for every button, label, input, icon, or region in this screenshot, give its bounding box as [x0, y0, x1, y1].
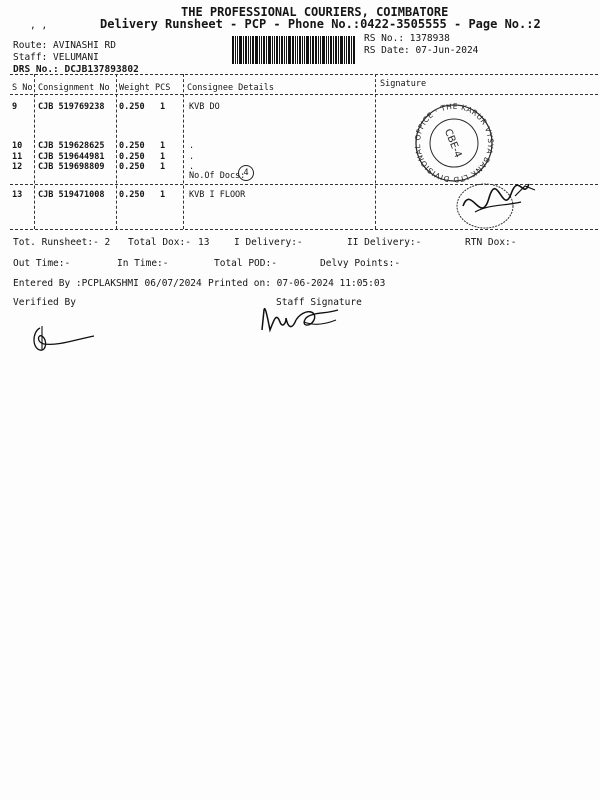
row-weight: 0.250 — [119, 141, 145, 151]
barcode-bar — [266, 36, 267, 64]
barcode-bar — [348, 36, 350, 64]
barcode-bar — [340, 36, 343, 64]
barcode-bar — [330, 36, 332, 64]
barcode-bar — [248, 36, 249, 64]
column-header-consignment: Consignment No — [38, 83, 110, 93]
row-sno: 10 — [12, 141, 23, 151]
verified-by-signature — [28, 322, 98, 354]
ii-delivery-label: II Delivery:- — [347, 237, 422, 248]
row-weight: 0.250 — [119, 152, 145, 162]
row-weight: 0.250 — [119, 102, 145, 112]
row-details: . — [189, 162, 195, 172]
row-consignment: CJB 519628625 — [38, 141, 105, 151]
barcode-bar — [344, 36, 345, 64]
barcode-bar — [255, 36, 258, 64]
row-weight: 0.250 — [119, 162, 145, 172]
row-pcs: 1 — [160, 141, 166, 151]
barcode-bar — [288, 36, 291, 64]
barcode-bar — [304, 36, 305, 64]
total-dox-label: Total Dox:- — [128, 237, 191, 248]
barcode-bar — [272, 36, 273, 64]
staff-signature-scribble — [256, 300, 346, 340]
barcode-bar — [286, 36, 287, 64]
barcode-bar — [261, 36, 262, 64]
barcode-bar — [312, 36, 314, 64]
barcode-bar — [315, 36, 317, 64]
column-header-sno: S No — [12, 83, 33, 93]
company-name: THE PROFESSIONAL COURIERS, COIMBATORE — [181, 5, 449, 19]
in-time-label: In Time:- — [117, 258, 169, 269]
barcode-bar — [302, 36, 303, 64]
column-header-weight: Weight — [119, 83, 150, 93]
barcode-bar — [328, 36, 329, 64]
consignee-signature — [445, 176, 545, 236]
bank-stamp — [403, 103, 505, 187]
printed-on: Printed on: 07-06-2024 11:05:03 — [208, 278, 386, 289]
entered-by: Entered By :PCPLAKSHMI 06/07/2024 — [13, 278, 202, 289]
barcode-bar — [237, 36, 238, 64]
row-details: KVB I FLOOR — [189, 190, 246, 200]
row-sno: 11 — [12, 152, 23, 162]
barcode-bar — [268, 36, 271, 64]
barcode-bar — [252, 36, 254, 64]
barcode-bar — [250, 36, 251, 64]
barcode-bar — [232, 36, 234, 64]
row-details: . — [189, 152, 195, 162]
rs-number: RS No.: 1378938 — [364, 33, 450, 44]
barcode-bar — [259, 36, 260, 64]
row-consignment: CJB 519644981 — [38, 152, 105, 162]
barcode-bar — [279, 36, 280, 64]
row-details: KVB DO — [189, 102, 220, 112]
row-consignment: CJB 519698809 — [38, 162, 105, 172]
row-pcs: 1 — [160, 190, 166, 200]
row-pcs: 1 — [160, 162, 166, 172]
route-label: Route: AVINASHI RD — [13, 40, 116, 51]
divider — [10, 94, 598, 95]
drs-number: DRS No.: DCJB137893802 — [13, 64, 139, 75]
barcode-bar — [320, 36, 321, 64]
svg-text:CBE-4: CBE-4 — [441, 127, 464, 160]
barcode-bar — [326, 36, 327, 64]
delvy-points-label: Delvy Points:- — [320, 258, 401, 269]
column-header-consignee: Consignee Details — [187, 83, 274, 93]
header-marks: , , — [30, 20, 48, 31]
row-pcs: 1 — [160, 152, 166, 162]
barcode-bar — [353, 36, 355, 64]
runsheet-title: Delivery Runsheet - PCP - Phone No.:0422-3505555 - Page No.:2 — [100, 17, 541, 31]
row-pcs: 1 — [160, 102, 166, 112]
barcode-bar — [245, 36, 247, 64]
out-time-label: Out Time:- — [13, 258, 71, 269]
barcode-bar — [243, 36, 244, 64]
column-divider — [116, 74, 117, 229]
barcode-bar — [299, 36, 301, 64]
row-sno: 13 — [12, 190, 23, 200]
staff-label: Staff: VELUMANI — [13, 52, 99, 63]
staff-signature-label: Staff Signature — [276, 297, 362, 308]
barcode-bar — [322, 36, 325, 64]
barcode-bar — [346, 36, 347, 64]
rtn-dox-label: RTN Dox:- — [465, 237, 517, 248]
barcode-bar — [318, 36, 319, 64]
total-pod-label: Total POD:- — [214, 258, 277, 269]
row-consignment: CJB 519471008 — [38, 190, 105, 200]
barcode-bar — [292, 36, 294, 64]
divider — [10, 74, 598, 75]
barcode-bar — [333, 36, 334, 64]
barcode-bar — [351, 36, 352, 64]
column-divider — [183, 74, 184, 229]
column-divider — [34, 74, 35, 229]
barcode-bar — [306, 36, 309, 64]
i-delivery-label: I Delivery:- — [234, 237, 303, 248]
row-sno: 9 — [12, 102, 18, 112]
svg-text:DIVISIONAL OFFICE · THE KARUR: DIVISIONAL OFFICE · THE KARUR VYSYA BANK LTD — [413, 103, 496, 185]
tot-runsheet: Tot. Runsheet:- 2 — [13, 237, 111, 248]
row-sno: 12 — [12, 162, 23, 172]
barcode-bar — [281, 36, 283, 64]
barcode-bar — [235, 36, 236, 64]
barcode-bar — [295, 36, 296, 64]
verified-by-label: Verified By — [13, 297, 76, 308]
column-divider — [375, 74, 376, 229]
row-details: . — [189, 141, 195, 151]
barcode-bar — [239, 36, 242, 64]
barcode-bar — [263, 36, 265, 64]
barcode-bar — [310, 36, 311, 64]
barcode-bar — [297, 36, 298, 64]
barcode-bar — [276, 36, 278, 64]
row-weight: 0.250 — [119, 190, 145, 200]
barcode-graphic — [232, 36, 358, 64]
column-header-pcs: PCS — [155, 83, 171, 93]
rs-date: RS Date: 07-Jun-2024 — [364, 45, 479, 56]
no-of-docs-value: 4 — [238, 165, 254, 181]
barcode-bar — [274, 36, 275, 64]
column-header-signature: Signature — [380, 79, 427, 89]
barcode-bar — [338, 36, 339, 64]
barcode-bar — [284, 36, 285, 64]
row-consignment: CJB 519769238 — [38, 102, 105, 112]
no-of-docs-label: No.Of Docs: — [189, 171, 246, 181]
total-dox-value: 13 — [198, 237, 210, 248]
barcode-bar — [335, 36, 337, 64]
